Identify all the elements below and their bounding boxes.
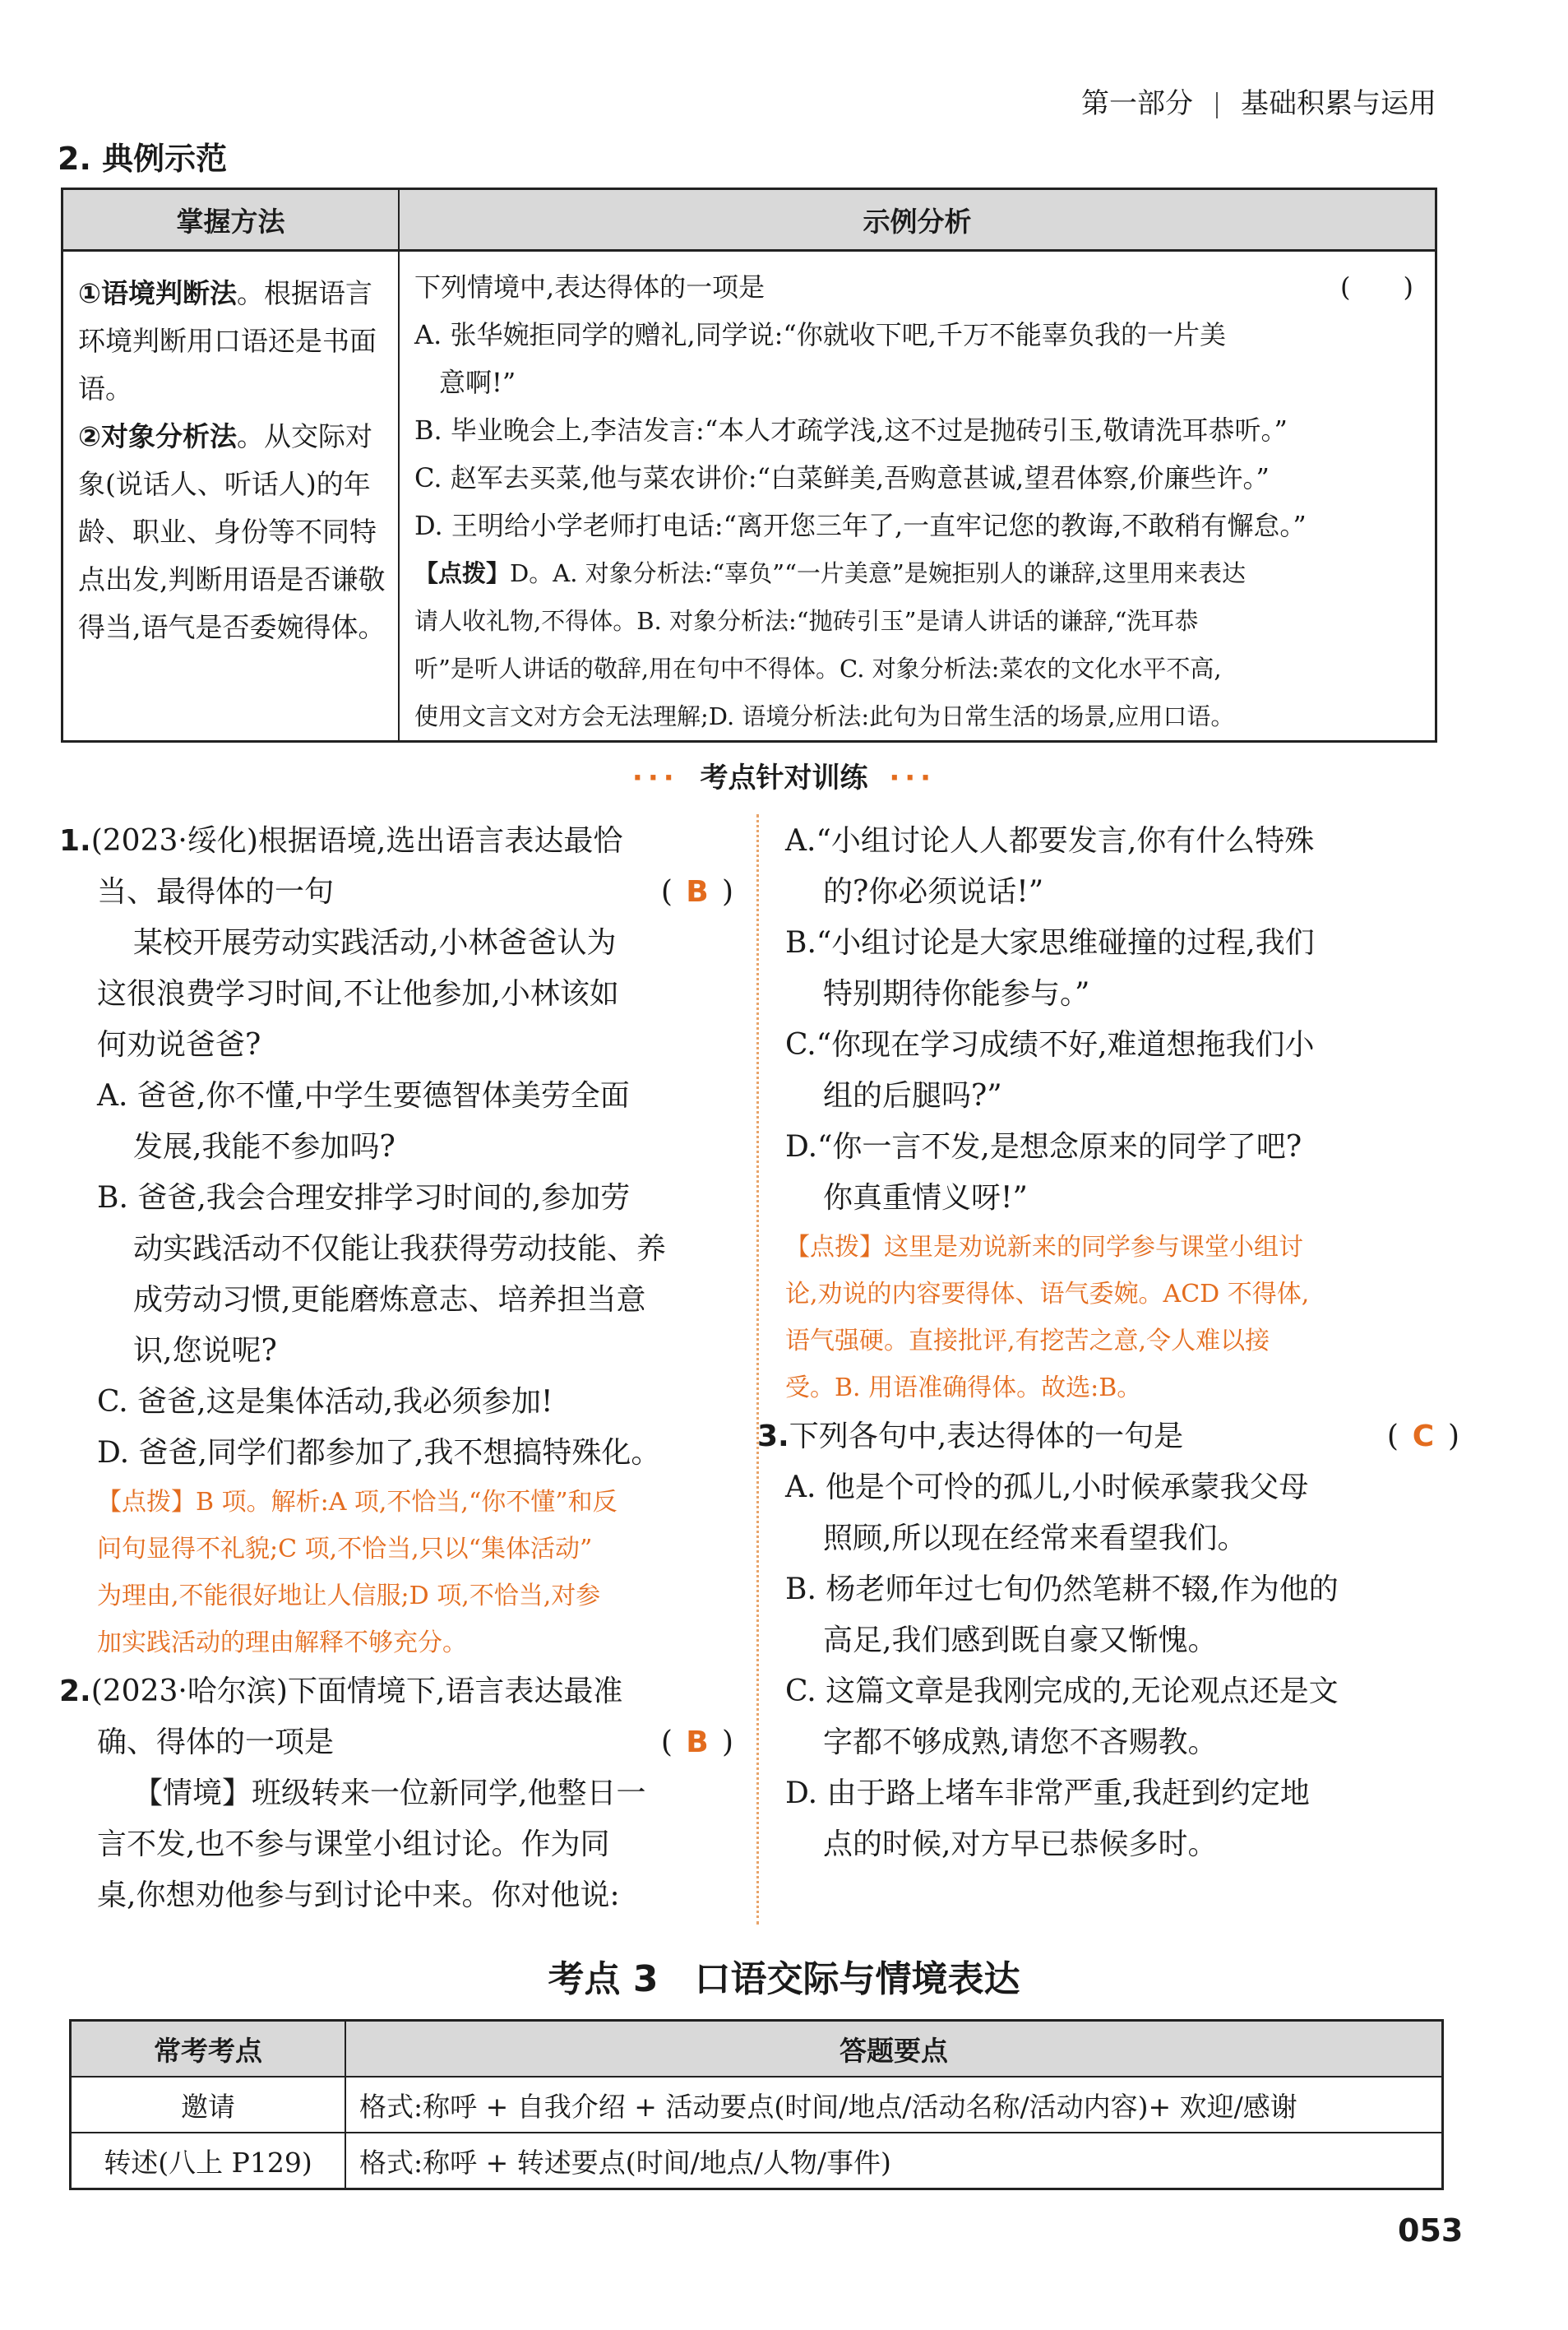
training-title-text: 考点针对训练: [700, 762, 868, 794]
option-line: B.“小组讨论是大家思维碰撞的过程,我们: [785, 926, 1315, 960]
context-line: 【情境】班级转来一位新同学,他整日一: [133, 1776, 646, 1810]
hint-line: 语气强硬。直接批评,有挖苦之意,令人难以接: [785, 1327, 1270, 1355]
table-header-analysis: 示例分析: [399, 189, 1436, 251]
example-question: [414, 263, 1422, 311]
paren-close: ): [721, 875, 733, 909]
context-line: 桌,你想劝他参与到讨论中来。你对他说:: [97, 1878, 620, 1912]
option-line: D.“你一言不发,是想念原来的同学了吧?: [785, 1130, 1302, 1164]
option-line: 特别期待你能参与。”: [823, 977, 1090, 1011]
method-item: [78, 413, 386, 651]
option-line: A.“小组讨论人人都要发言,你有什么特殊: [785, 824, 1315, 858]
question-stem-line: 下列各句中,表达得体的一句是: [789, 1420, 1184, 1453]
example-option: B. 毕业晚会上,李洁发言:“本人才疏学浅,这不过是抛砖引玉,敬请洗耳恭听。”: [414, 415, 1288, 446]
kaodian-table: [69, 2019, 1444, 2190]
header-part: 第一部分: [1081, 87, 1193, 120]
example-hint-line: 听”是听人讲话的敬辞,用在句中不得体。C. 对象分析法:菜农的文化水平不高,: [414, 655, 1222, 683]
dots-decoration-left: ···: [631, 762, 679, 794]
option-line: C. 这篇文章是我刚完成的,无论观点还是文: [785, 1675, 1339, 1708]
option-line: A. 他是个可怜的孤儿,小时候承蒙我父母: [785, 1471, 1309, 1504]
answer-paren: [661, 1717, 733, 1768]
section-title: 2. 典例示范: [58, 141, 228, 177]
analysis-cell: [399, 251, 1436, 742]
question-number: 2.: [59, 1675, 91, 1708]
table-cell: 格式:称呼 + 自我介绍 + 活动要点(时间/地点/活动名称/活动内容)+ 欢迎/感谢: [345, 2077, 1443, 2133]
paren-open: (: [660, 875, 673, 909]
option-line: 你真重情义呀!”: [823, 1181, 1028, 1215]
question-stem: [59, 867, 733, 918]
hint-label: 【点拨】: [414, 559, 511, 587]
example-hint-line: [414, 549, 1422, 597]
example-hint-line: 使用文言文对方会无法理解;D. 语境分析法:此句为日常生活的场景,应用口语。: [414, 702, 1235, 730]
right-column: [757, 816, 1459, 1870]
training-title: [0, 755, 1568, 795]
hint-line: 【点拨】这里是劝说新来的同学参与课堂小组讨: [785, 1233, 1303, 1262]
option-line: D. 由于路上堵车非常严重,我赶到约定地: [785, 1776, 1310, 1810]
question-1: [59, 816, 733, 1666]
question-stem-line: (2023·绥化)根据语境,选出语言表达最恰: [90, 824, 623, 858]
method-item: [78, 270, 386, 413]
option-line: 识,您说呢?: [133, 1334, 277, 1368]
context-line: 这很浪费学习时间,不让他参加,小林该如: [97, 977, 619, 1011]
table-header-method: 掌握方法: [62, 189, 400, 251]
methods-cell: [62, 251, 400, 742]
example-question-text: 下列情境中,表达得体的一项是: [414, 271, 765, 303]
hint-line: 加实践活动的理由解释不够充分。: [97, 1628, 467, 1657]
answer-letter: C: [1412, 1420, 1435, 1453]
question-stem: [59, 816, 733, 867]
example-option: C. 赵军去买菜,他与菜农讲价:“白菜鲜美,吾购意甚诚,望君体察,价廉些许。”: [414, 462, 1270, 493]
option-line: 组的后腿吗?”: [823, 1079, 1002, 1113]
question-stem-line: 确、得体的一项是: [97, 1725, 335, 1759]
dots-decoration-right: ···: [889, 762, 937, 794]
example-hint-line: 请人收礼物,不得体。B. 对象分析法:“抛砖引玉”是请人讲话的谦辞,“洗耳恭: [414, 607, 1199, 635]
context-line: 言不发,也不参与课堂小组讨论。作为同: [97, 1827, 610, 1861]
option-line: 发展,我能不参加吗?: [133, 1130, 395, 1164]
question-stem-line: (2023·哈尔滨)下面情境下,语言表达最准: [90, 1675, 623, 1708]
method-text: 。根据语言环境判断用口语还是书面语。: [78, 277, 377, 405]
option-line: 照顾,所以现在经常来看望我们。: [823, 1522, 1247, 1555]
method-text: 。从交际对象(说话人、听话人)的年龄、职业、身份等不同特点出发,判断用语是否谦敬得当,语气是否委婉得体。: [78, 420, 386, 643]
question-3: [757, 1411, 1459, 1870]
example-option: 意啊!”: [439, 367, 516, 398]
hint-line: 【点拨】B 项。解析:A 项,不恰当,“你不懂”和反: [97, 1488, 617, 1517]
context-line: 何劝说爸爸?: [97, 1028, 261, 1062]
answer-blank: ( ): [1340, 271, 1413, 303]
context-line: 某校开展劳动实践活动,小林爸爸认为: [133, 926, 617, 960]
question-number: 1.: [59, 824, 91, 858]
running-header: [1081, 81, 1436, 121]
paren-open: (: [660, 1725, 673, 1759]
option-line: 成劳动习惯,更能磨炼意志、培养担当意: [133, 1283, 646, 1317]
option-line: B. 杨老师年过七旬仍然笔耕不辍,作为他的: [785, 1573, 1339, 1606]
example-option: A. 张华婉拒同学的赠礼,同学说:“你就收下吧,千万不能辜负我的一片美: [414, 319, 1226, 350]
option-line: C.“你现在学习成绩不好,难道想拖我们小: [785, 1028, 1315, 1062]
hint-line: 论,劝说的内容要得体、语气委婉。ACD 不得体,: [785, 1280, 1310, 1309]
question-2: [59, 1666, 733, 1921]
paren-close: ): [1447, 1420, 1459, 1453]
answer-paren: [1387, 1411, 1459, 1462]
table-row: [71, 2077, 1443, 2133]
table-row: [71, 2133, 1443, 2189]
header-title: 基础积累与运用: [1241, 87, 1436, 120]
option-line: A. 爸爸,你不懂,中学生要德智体美劳全面: [97, 1079, 630, 1113]
option-line: C. 爸爸,这是集体活动,我必须参加!: [97, 1385, 553, 1419]
paren-close: ): [721, 1725, 733, 1759]
header-divider: [1216, 92, 1218, 118]
example-table: [61, 188, 1437, 743]
method-name: ②对象分析法: [78, 420, 237, 452]
hint-text: D。A. 对象分析法:“辜负”“一片美意”是婉拒别人的谦辞,这里用来表达: [510, 559, 1246, 587]
option-line: 点的时候,对方早已恭候多时。: [823, 1827, 1218, 1861]
table-header-key: 答题要点: [345, 2021, 1443, 2078]
table-cell: 转述(八上 P129): [71, 2133, 346, 2189]
paren-open: (: [1386, 1420, 1399, 1453]
page-number: 053: [1398, 2212, 1464, 2249]
hint-line: 为理由,不能很好地让人信服;D 项,不恰当,对参: [97, 1582, 601, 1610]
option-line: 动实践活动不仅能让我获得劳动技能、养: [133, 1232, 667, 1266]
table-header-point: 常考考点: [71, 2021, 346, 2078]
column-divider: [756, 814, 759, 1925]
question-number: 3.: [757, 1420, 789, 1453]
question-stem: [757, 1411, 1459, 1462]
example-option: D. 王明给小学老师打电话:“离开您三年了,一直牢记您的教诲,不敢稍有懈怠。”: [414, 510, 1307, 541]
answer-letter: B: [686, 1725, 709, 1759]
option-line: D. 爸爸,同学们都参加了,我不想搞特殊化。: [97, 1436, 661, 1470]
hint-line: 受。B. 用语准确得体。故选:B。: [785, 1373, 1142, 1402]
answer-letter: B: [686, 875, 709, 909]
option-line: B. 爸爸,我会合理安排学习时间的,参加劳: [97, 1181, 631, 1215]
option-line: 的?你必须说话!”: [823, 875, 1044, 909]
hint-line: 问句显得不礼貌;C 项,不恰当,只以“集体活动”: [97, 1535, 593, 1563]
option-line: 字都不够成熟,请您不吝赐教。: [823, 1725, 1218, 1759]
left-column: [59, 816, 733, 1921]
table-cell: 格式:称呼 + 转述要点(时间/地点/人物/事件): [345, 2133, 1443, 2189]
section-3-title: 考点 3 口语交际与情境表达: [548, 1958, 1020, 2000]
answer-paren: [661, 867, 733, 918]
option-line: 高足,我们感到既自豪又惭愧。: [823, 1624, 1218, 1657]
question-stem-line: 当、最得体的一句: [97, 875, 335, 909]
method-name: ①语境判断法: [78, 277, 237, 309]
question-stem: [59, 1717, 733, 1768]
question-stem: [59, 1666, 733, 1717]
table-cell: 邀请: [71, 2077, 346, 2133]
